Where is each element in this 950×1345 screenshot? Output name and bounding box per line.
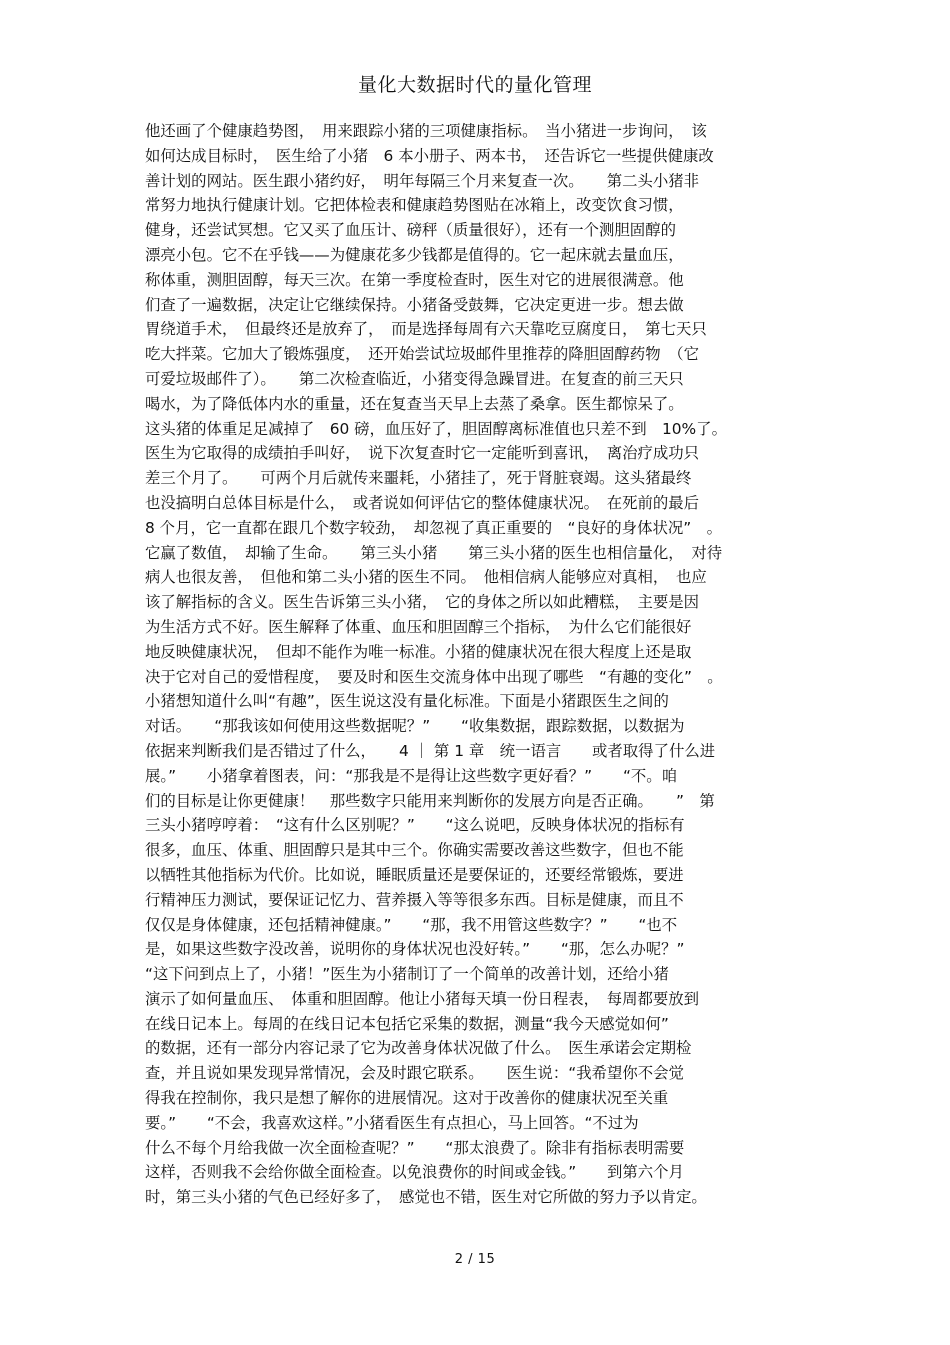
text-line: 健身，还尝试冥想。它又买了血压计、磅秤（质量很好），还有一个测胆固醇的 — [145, 221, 676, 240]
text-line: 8 个月，它一直都在跟几个数字较劲， 却忽视了真正重要的 “良好的身体状况” 。 — [145, 518, 722, 537]
text-line: 小猪想知道什么叫“有趣”，医生说这没有量化标准。下面是小猪跟医生之间的 — [145, 692, 669, 711]
text-line: 的数据，还有一部分内容记录了它为改善身体状况做了什么。 医生承诺会定期检 — [145, 1039, 692, 1058]
text-line: 很多，血压、体重、胆固醇只是其中三个。你确实需要改善这些数字，但也不能 — [145, 841, 684, 860]
text-line: 时，第三头小猪的气色已经好多了， 感觉也不错，医生对它所做的努力予以肯定。 — [145, 1188, 707, 1207]
text-line: 地反映健康状况， 但却不能作为唯一标准。小猪的健康状况在很大程度上还是取 — [145, 642, 692, 661]
text-line: “这下问到点上了，小猪！”医生为小猪制订了一个简单的改善计划，还给小猪 — [145, 965, 669, 984]
text-line: 吃大拌菜。它加大了锻炼强度， 还开始尝试垃圾邮件里推荐的降胆固醇药物 （它 — [145, 345, 700, 364]
text-line: 这样，否则我不会给你做全面检查。以免浪费你的时间或金钱。” 到第六个月 — [145, 1163, 684, 1182]
text-line: 该了解指标的含义。医生告诉第三头小猪， 它的身体之所以如此糟糕， 主要是因 — [145, 593, 700, 612]
text-line: 得我在控制你，我只是想了解你的进展情况。这对于改善你的健康状况至关重 — [145, 1089, 669, 1108]
text-line: 要。” “不会，我喜欢这样。”小猪看医生有点担心，马上回答。“不过为 — [145, 1113, 639, 1132]
text-line: 们的目标是让你更健康！ 那些数字只能用来判断你的发展方向是否正确。 ” 第 — [145, 791, 715, 810]
text-line: 喝水，为了降低体内水的重量，还在复查当天早上去蒸了桑拿。医生都惊呆了。 — [145, 394, 684, 413]
text-line: 善计划的网站。医生跟小猪约好， 明年每隔三个月来复查一次。 第二头小猪非 — [145, 171, 700, 190]
page-number: 2 / 15 — [454, 1252, 496, 1267]
text-line: 漂亮小包。它不在乎钱——为健康花多少钱都是值得的。它一起床就去量血压， — [145, 245, 684, 264]
text-line: 胃绕道手术， 但最终还是放弃了， 而是选择每周有六天靠吃豆腐度日， 第七天只 — [145, 320, 707, 339]
text-line: 他还画了个健康趋势图， 用来跟踪小猪的三项健康指标。 当小猪进一步询问， 该 — [145, 122, 707, 140]
text-line: 们查了一遍数据，决定让它继续保持。小猪备受鼓舞，它决定更进一步。想去做 — [145, 295, 684, 314]
text-line: 什么不每个月给我做一次全面检查呢？” “那太浪费了。除非有指标表明需要 — [145, 1138, 685, 1157]
text-line: 称体重，测胆固醇，每天三次。在第一季度检查时，医生对它的进展很满意。他 — [145, 270, 684, 289]
text-line: 以牺牲其他指标为代价。比如说，睡眠质量还是要保证的，还要经常锻炼，要进 — [145, 865, 684, 884]
text-line: 病人也很友善， 但他和第二头小猪的医生不同。 他相信病人能够应对真相， 也应 — [145, 568, 707, 587]
text-line: 为生活方式不好。医生解释了体重、血压和胆固醇三个指标， 为什么它们能很好 — [145, 617, 692, 636]
text-line: 决于它对自己的爱惜程度， 要及时和医生交流身体中出现了哪些 “有趣的变化” 。 — [145, 667, 723, 686]
text-line: 对话。 “那我该如何使用这些数据呢？” “收集数据，跟踪数据，以数据为 — [145, 717, 685, 736]
text-line: 是，如果这些数字没改善，说明你的身体状况也没好转。” “那，怎么办呢？” — [145, 940, 685, 959]
text-line: 查，并且说如果发现异常情况，会及时跟它联系。 医生说：“我希望你不会觉 — [145, 1064, 684, 1083]
text-line: 展。” 小猪拿着图表，问：“那我是不是得让这些数字更好看？” “不。咱 — [145, 766, 678, 785]
text-line: 如何达成目标时， 医生给了小猪 6 本小册子、两本书， 还告诉它一些提供健康改 — [145, 146, 714, 165]
text-line: 依据来判断我们是否错过了什么， 4 ｜ 第 1 章 统一语言 或者取得了什么进 — [145, 741, 716, 760]
text-line: 可爱垃圾邮件了）。 第二次检查临近，小猪变得急躁冒进。在复查的前三天只 — [145, 369, 684, 388]
text-line: 医生为它取得的成绩拍手叫好， 说下次复查时它一定能听到喜讯， 离治疗成功只 — [145, 444, 700, 463]
body-text — [145, 119, 805, 1210]
page-title: 量化大数据时代的量化管理 — [357, 74, 592, 96]
text-line: 演示了如何量血压、 体重和胆固醇。他让小猪每天填一份日程表， 每周都要放到 — [145, 989, 700, 1008]
text-line: 在线日记本上。每周的在线日记本包括它采集的数据，测量“我今天感觉如何” — [145, 1014, 669, 1033]
text-line: 行精神压力测试，要保证记忆力、营养摄入等等很多东西。目标是健康，而且不 — [145, 890, 684, 909]
text-line: 仅仅是身体健康，还包括精神健康。” “那，我不用管这些数字？” “也不 — [145, 915, 678, 934]
text-line: 三头小猪哼哼着： “这有什么区别呢？” “这么说吧，反映身体状况的指标有 — [145, 816, 685, 835]
text-line: 也没搞明白总体目标是什么， 或者说如何评估它的整体健康状况。 在死前的最后 — [145, 493, 700, 512]
text-line: 差三个月了。 可两个月后就传来噩耗，小猪挂了，死于肾脏衰竭。这头猪最终 — [145, 469, 692, 488]
text-line: 它赢了数值， 却输了生命。 第三头小猪 第三头小猪的医生也相信量化， 对待 — [145, 543, 723, 562]
text-line: 这头猪的体重足足减掉了 60 磅，血压好了，胆固醇离标准值也只差不到 10%了。 — [145, 419, 727, 438]
text-line: 常努力地执行健康计划。它把体检表和健康趋势图贴在冰箱上，改变饮食习惯， — [145, 196, 684, 215]
